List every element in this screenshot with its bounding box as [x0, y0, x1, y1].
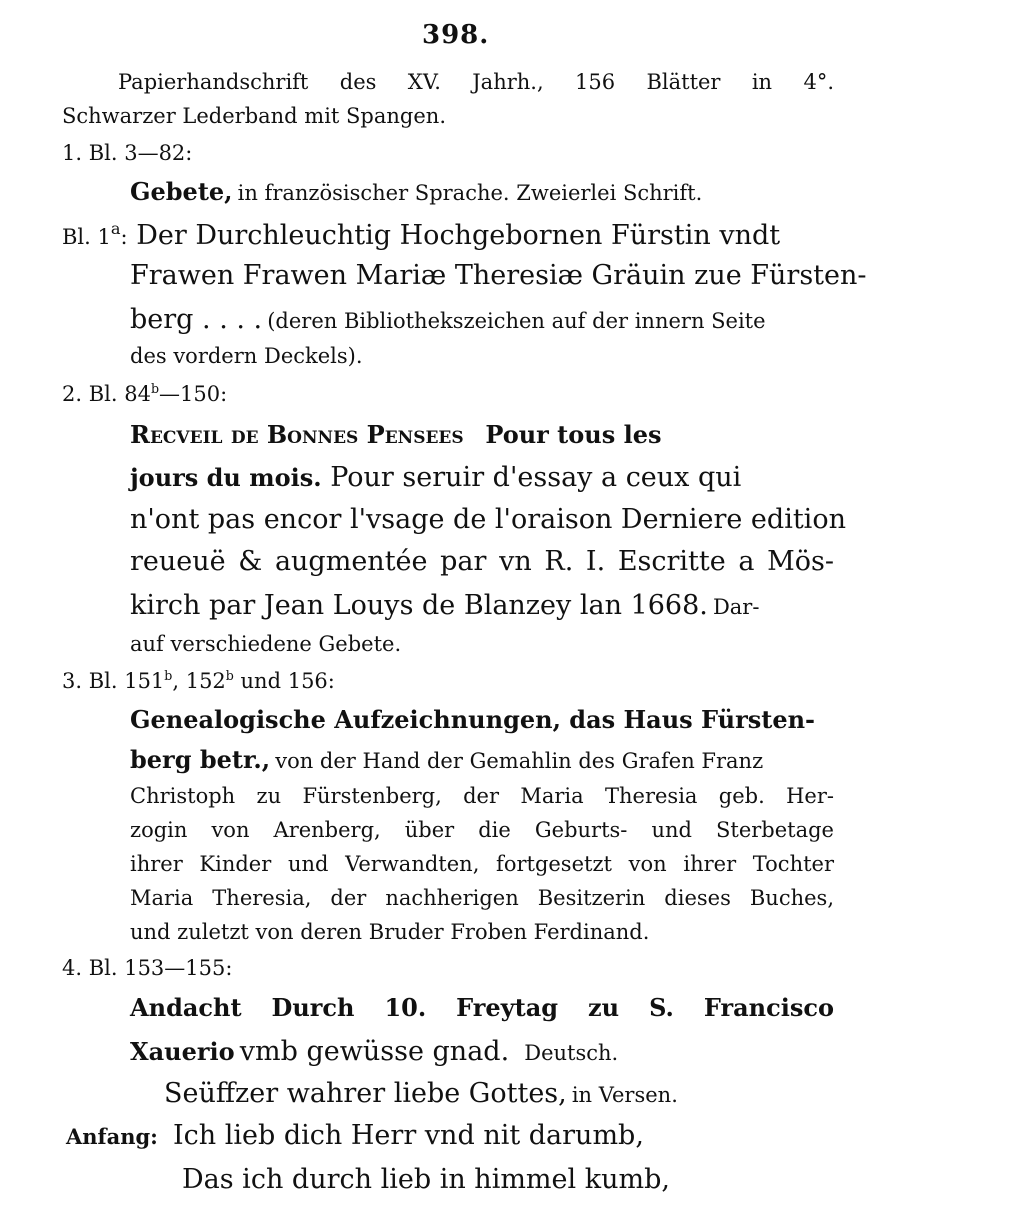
bl1-label: Bl. 1	[62, 225, 111, 249]
section-4-title-end: Xauerio	[130, 1037, 235, 1066]
section-3-heading-sup-2: b	[225, 668, 234, 683]
section-1-heading: 1. Bl. 3—82:	[62, 141, 193, 165]
section-2-text-5a: kirch par Jean Louys de Blanzey lan 1668.	[130, 590, 708, 621]
section-1-title-line	[130, 177, 834, 206]
bl1-text-3a: berg . . . .	[130, 304, 263, 335]
section-4-incipit	[66, 1122, 644, 1149]
section-4-subtitle-note: in Versen.	[571, 1083, 678, 1107]
bl1-sup: a	[110, 219, 121, 238]
section-2-line-2	[130, 464, 834, 491]
bl1-text-1: Der Durchleuchtig Hochgebornen Fürstin vndt	[136, 220, 781, 251]
section-2-text-5b: Dar-	[712, 595, 760, 619]
section-3-heading-a: 3. Bl. 151	[62, 669, 165, 693]
section-2-heading-b: —150:	[159, 382, 228, 406]
section-4-language: Deutsch.	[524, 1041, 619, 1065]
section-3-heading-sup-1: b	[164, 668, 173, 683]
section-4-line-3	[164, 1080, 678, 1107]
section-2-text-2: Pour seruir d'essay a ceux qui	[330, 462, 742, 493]
bl1-colon: :	[120, 225, 128, 249]
page-number: 398.	[422, 20, 490, 50]
section-3-line-5: ihrer Kinder und Verwandten, fortgesetzt von ihrer Tochter	[130, 852, 834, 876]
section-3-title: Genealogische Aufzeichnungen, das Haus Fürsten-	[130, 705, 816, 734]
section-2-heading-a: 2. Bl. 84	[62, 382, 151, 406]
bl1-line-4: des vordern Deckels).	[130, 344, 363, 368]
verse-2: Das ich durch lieb in himmel kumb,	[182, 1164, 670, 1195]
section-4-text-2: vmb gewüsse gnad.	[239, 1036, 510, 1067]
section-4-subtitle: Seüffzer wahrer liebe Gottes,	[164, 1078, 567, 1109]
section-2-line-1	[130, 420, 834, 449]
section-3-heading-c: und 156:	[233, 669, 335, 693]
section-4-heading: 4. Bl. 153—155:	[62, 956, 233, 980]
section-2-line-5	[130, 592, 834, 619]
section-3-heading-b: , 152	[172, 669, 226, 693]
intro-line-2: Schwarzer Lederband mit Spangen.	[62, 104, 446, 128]
section-3-line-3: Christoph zu Fürstenberg, der Maria Theresia geb. Her-	[130, 784, 834, 808]
section-2-line-4: reueuë & augmentée par vn R. I. Escritte a Mös-	[130, 546, 834, 577]
section-3-line-4: zogin von Arenberg, über die Geburts- und Sterbetage	[130, 818, 834, 842]
section-3-text-2: von der Hand der Gemahlin des Grafen Franz	[275, 749, 764, 773]
section-3-title-end: berg betr.,	[130, 745, 271, 774]
section-3-line-6: Maria Theresia, der nachherigen Besitzerin dieses Buches,	[130, 886, 834, 910]
section-1-title: Gebete,	[130, 177, 233, 206]
section-1-desc: in französischer Sprache. Zweierlei Schrift.	[237, 181, 703, 205]
bl1-line-3	[130, 306, 834, 333]
section-3-line-2	[130, 745, 834, 774]
section-3-heading	[62, 668, 335, 693]
section-4-title: Andacht Durch 10. Freytag zu S. Francisco	[130, 993, 834, 1022]
section-4-line-2	[130, 1038, 834, 1065]
bl1-line-2: Frawen Frawen Mariæ Theresiæ Gräuin zue Fürsten-	[130, 260, 867, 291]
verse-1: Ich lieb dich Herr vnd nit darumb,	[173, 1120, 644, 1151]
intro-line-1: Papierhandschrift des XV. Jahrh., 156 Blätter in 4°.	[118, 70, 834, 94]
section-2-line-6: auf verschiedene Gebete.	[130, 632, 402, 656]
bl1-line-1	[62, 219, 834, 251]
section-2-heading-sup: b	[150, 381, 159, 396]
section-2-line-3: n'ont pas encor l'vsage de l'oraison Derniere edition	[130, 504, 846, 535]
section-3-line-7: und zuletzt von deren Bruder Froben Ferdinand.	[130, 920, 650, 944]
anfang-label: Anfang:	[66, 1124, 158, 1149]
section-2-title-end: jours du mois.	[130, 463, 322, 492]
section-2-title-smallcaps: Recveil de Bonnes Pensees	[130, 420, 464, 449]
section-2-heading	[62, 381, 228, 406]
bl1-text-3b: (deren Bibliothekszeichen auf der innern Seite	[267, 309, 766, 333]
section-2-title-bold: Pour tous les	[485, 420, 662, 449]
